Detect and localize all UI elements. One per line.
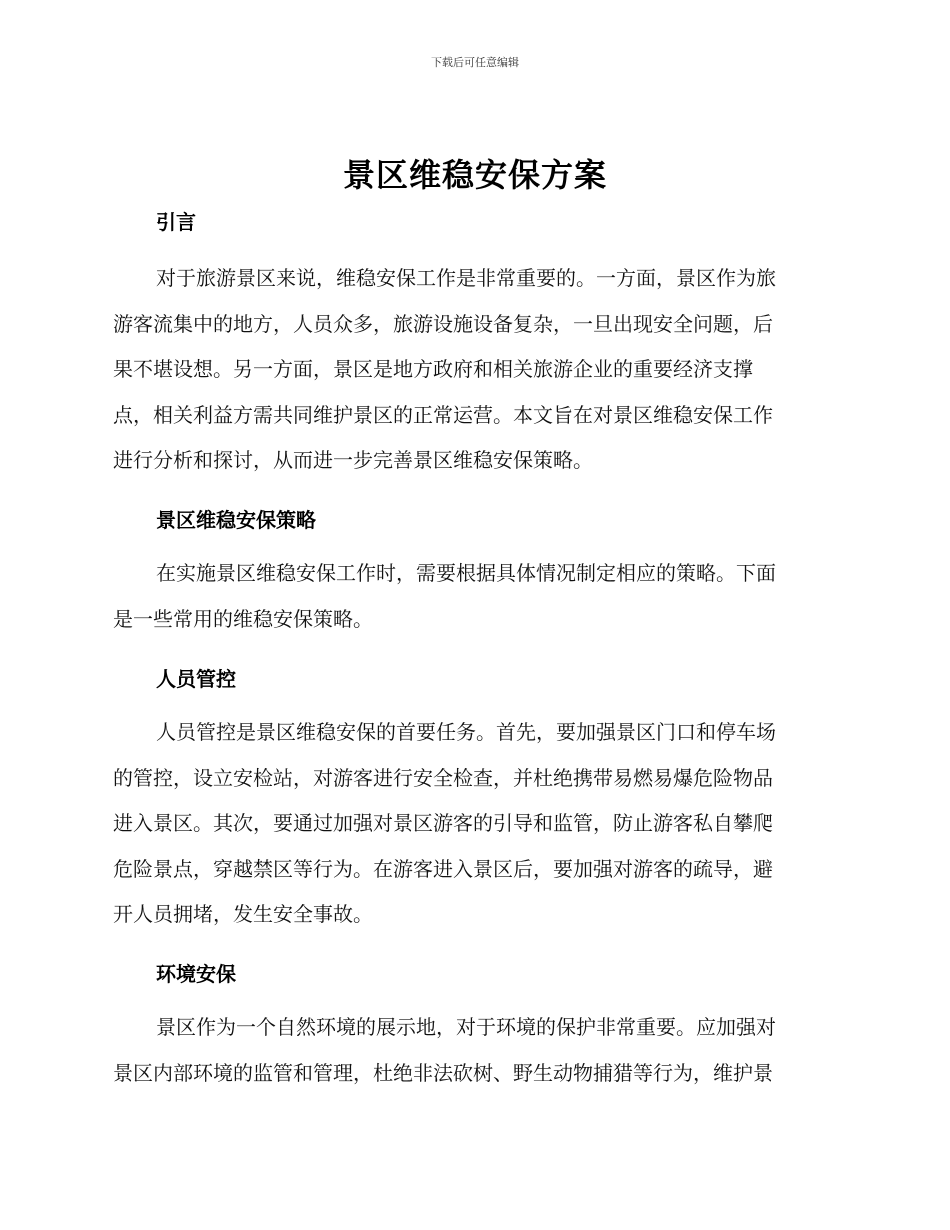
paragraph-line: 对于旅游景区来说，维稳安保工作是非常重要的。一方面，景区作为旅: [156, 266, 776, 290]
paragraph-environment-security: [113, 1005, 829, 1096]
paragraph-line: 点，相关利益方需共同维护景区的正常运营。本文旨在对景区维稳安保工作: [113, 402, 773, 427]
paragraph-strategy: [113, 551, 829, 642]
paragraph-line: 人员管控是景区维稳安保的首要任务。首先，要加强景区门口和停车场: [156, 720, 776, 744]
paragraph-line: 进入景区。其次，要通过加强对景区游客的引导和监管，防止游客私自攀爬: [113, 811, 773, 835]
paragraph-line: 是一些常用的维稳安保策略。: [113, 606, 373, 631]
paragraph-line: 进行分析和探讨，从而进一步完善景区维稳安保策略。: [113, 448, 593, 472]
document-title: 景区维稳安保方案: [342, 156, 607, 194]
paragraph-line: 景区作为一个自然环境的展示地，对于环境的保护非常重要。应加强对: [156, 1015, 776, 1039]
section-heading-strategy: 景区维稳安保策略: [156, 508, 316, 532]
paragraph-line: 危险景点，穿越禁区等行为。在游客进入景区后，要加强对游客的疏导，避: [113, 856, 773, 881]
paragraph-line: 在实施景区维稳安保工作时，需要根据具体情况制定相应的策略。下面: [156, 561, 776, 585]
paragraph-introduction: [113, 256, 829, 484]
paragraph-line: 的管控，设立安检站，对游客进行安全检查，并杜绝携带易燃易爆危险物品: [113, 765, 773, 790]
section-heading-environment-security: 环境安保: [156, 962, 236, 986]
section-heading-personnel-control: 人员管控: [156, 667, 236, 691]
section-heading-introduction: 引言: [156, 210, 196, 234]
paragraph-line: 开人员拥堵，发生安全事故。: [113, 902, 373, 926]
paragraph-personnel-control: [113, 710, 829, 938]
paragraph-line: 景区内部环境的监管和管理，杜绝非法砍树、野生动物捕猎等行为，维护景: [113, 1060, 773, 1085]
paragraph-line: 果不堪设想。另一方面，景区是地方政府和相关旅游企业的重要经济支撑: [113, 357, 753, 381]
paragraph-line: 游客流集中的地方，人员众多，旅游设施设备复杂，一旦出现安全问题，后: [113, 311, 773, 336]
running-header: 下载后可任意编辑: [431, 56, 519, 69]
